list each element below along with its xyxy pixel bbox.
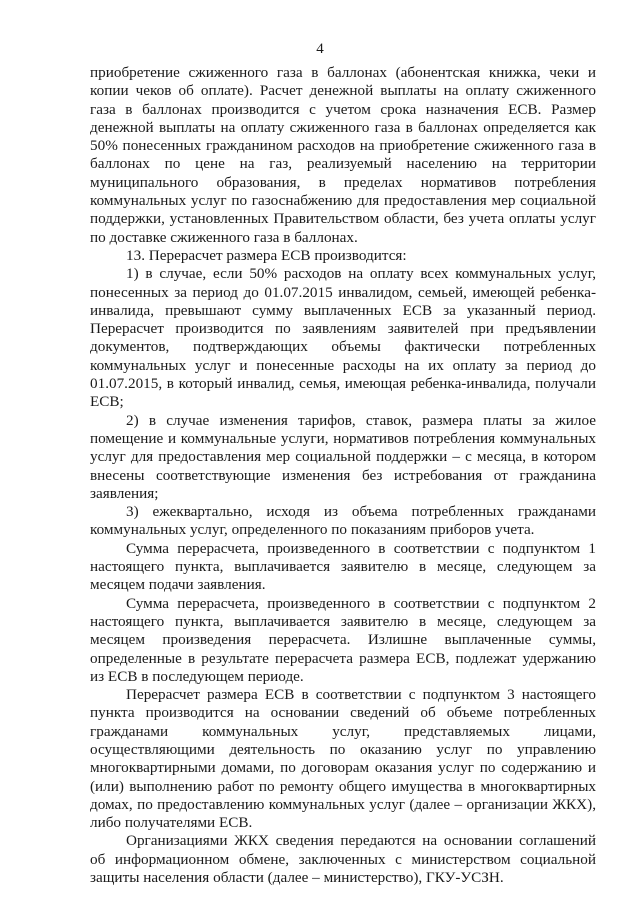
- paragraph-subitem-2: 2) в случае изменения тарифов, ставок, размера платы за жилое помещение и коммунальные услуги, нормативов потребления коммунальных услуг для предоставления мер социальной поддержки – с месяца, в котором внесены соответствующие изменения без истребования от гражданина заявления;: [90, 411, 596, 502]
- paragraph-recalc-sum-2: Сумма перерасчета, произведенного в соответствии с подпунктом 2 настоящего пункта, выплачивается заявителю в месяце, следующем за месяцем произведения перерасчета. Излишне выплаченные суммы, определенные в результате перерасчета размера ЕСВ, подлежат удержанию из ЕСВ в последующем периоде.: [90, 594, 596, 685]
- paragraph-housing-organizations: Организациями ЖКХ сведения передаются на основании соглашений об информационном обмене, заключенных с министерством социальной защиты населения области (далее – министерство), ГКУ-УСЗН.: [90, 832, 596, 887]
- paragraph-recalc-sum-1: Сумма перерасчета, произведенного в соответствии с подпунктом 1 настоящего пункта, выплачивается заявителю в месяце, следующем за месяцем подачи заявления.: [90, 539, 596, 594]
- paragraph-subitem-1: 1) в случае, если 50% расходов на оплату всех коммунальных услуг, понесенных за период до 01.07.2015 инвалидом, семьей, имеющей ребенка-инвалида, превышают сумму выплаченных ЕСВ за указанный период. Перерасчет производится по заявлениям заявителей при предъявлении документов, подтверждающих объемы фактически потребленных коммунальных услуг и понесенные расходы на их оплату за период до 01.07.2015, в который инвалид, семья, имеющая ребенка-инвалида, получали ЕСВ;: [90, 265, 596, 411]
- page-number: 4: [316, 41, 324, 57]
- paragraph-section-13-heading: 13. Перерасчет размера ЕСВ производится:: [126, 246, 407, 264]
- document-body: [90, 64, 596, 887]
- paragraph-lpg-payment: приобретение сжиженного газа в баллонах (абонентская книжка, чеки и копии чеков об оплате). Расчет денежной выплаты на оплату сжиженного газа в баллонах производится с учетом срока назначения ЕСВ. Размер денежной выплаты на оплату сжиженного газа в баллонах определяется как 50% понесенных гражданином расходов на приобретение сжиженного газа в баллонах по цене на газ, реализуемый населению на территории муниципального образования, в пределах нормативов потребления коммунальных услуг по газоснабжению для предоставления мер социальной поддержки, установленных Правительством области, без учета оплаты услуг по доставке сжиженного газа в баллонах.: [90, 64, 596, 246]
- paragraph-recalc-subitem-3: Перерасчет размера ЕСВ в соответствии с подпунктом 3 настоящего пункта производится на основании сведений об объеме потребленных гражданами коммунальных услуг, представляемых лицами, осуществляющими деятельность по оказанию услуг по управлению многоквартирными домами, по договорам оказания услуг по содержанию и (или) выполнению работ по ремонту общего имущества в многоквартирных домах, по предоставлению коммунальных услуг (далее – организации ЖКХ), либо получателями ЕСВ.: [90, 686, 596, 832]
- paragraph-subitem-3: 3) ежеквартально, исходя из объема потребленных гражданами коммунальных услуг, определенного по показаниям приборов учета.: [90, 503, 596, 539]
